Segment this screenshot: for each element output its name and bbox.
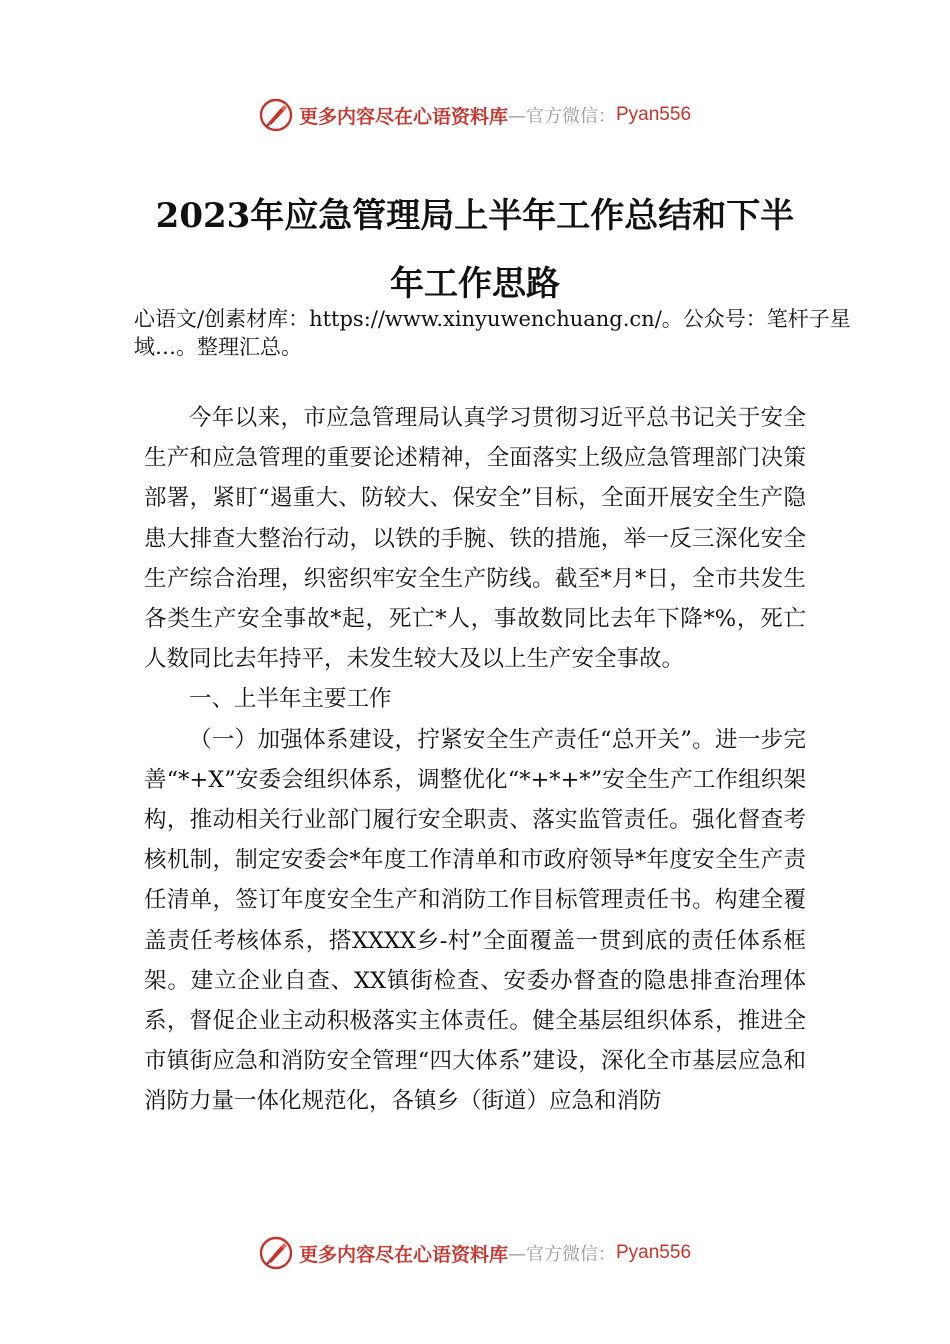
watermark-wechat-id: Pyan556	[616, 1242, 692, 1263]
watermark-header	[0, 95, 950, 135]
document-title-line-2: 年工作思路	[390, 264, 560, 304]
document-title-line-1: 2023年应急管理局上半年工作总结和下半	[155, 196, 795, 236]
source-note: 心语文/创素材库：https://www.xinyuwenchuang.cn/。公众号：笔杆子星域…。整理汇总。	[134, 307, 851, 359]
pen-logo-icon	[259, 1236, 293, 1270]
body-paragraph: （一）加强体系建设，拧紧安全生产责任“总开关”。进一步完善“*+X”安委会组织体系，调整优化“*+*+*”安全生产工作组织架构，推动相关行业部门履行安全职责、落实监管责任。强化督查考核机制，制定安委会*年度工作清单和市政府领导*年度安全生产责任清单，签订年度安全生产和消防工作目标管理责任书。构建全覆盖责任考核体系，搭XXXX乡-村”全面覆盖一贯到底的责任体系框架。建立企业自查、XX镇街检查、安委办督查的隐患排查治理体系，督促企业主动积极落实主体责任。健全基层组织体系，推进全市镇街应急和消防安全管理“四大体系”建设，深化全市基层应急和消防力量一体化规范化，各镇乡（街道）应急和消防	[144, 726, 806, 1115]
watermark-sub-text: —官方微信：	[508, 106, 616, 127]
watermark-sub-text: —官方微信：	[508, 1244, 616, 1265]
watermark-wechat-id: Pyan556	[616, 104, 692, 125]
watermark-main-text: 更多内容尽在心语资料库	[298, 1243, 508, 1266]
section-heading: 一、上半年主要工作	[189, 686, 392, 713]
document-body	[144, 398, 806, 1122]
watermark-footer	[0, 1233, 950, 1273]
body-paragraph: 今年以来，市应急管理局认真学习贯彻习近平总书记关于安全生产和应急管理的重要论述精神，全面落实上级应急管理部门决策部署，紧盯“遏重大、防较大、保安全”目标，全面开展安全生产隐患大排查大整治行动，以铁的手腕、铁的措施，举一反三深化安全生产综合治理，织密织牢安全生产防线。截至*月*日，全市共发生各类生产安全事故*起，死亡*人，事故数同比去年下降*%，死亡人数同比去年持平，未发生较大及以上生产安全事故。	[144, 405, 806, 673]
watermark-main-text: 更多内容尽在心语资料库	[298, 105, 508, 128]
pen-logo-icon	[259, 98, 293, 132]
